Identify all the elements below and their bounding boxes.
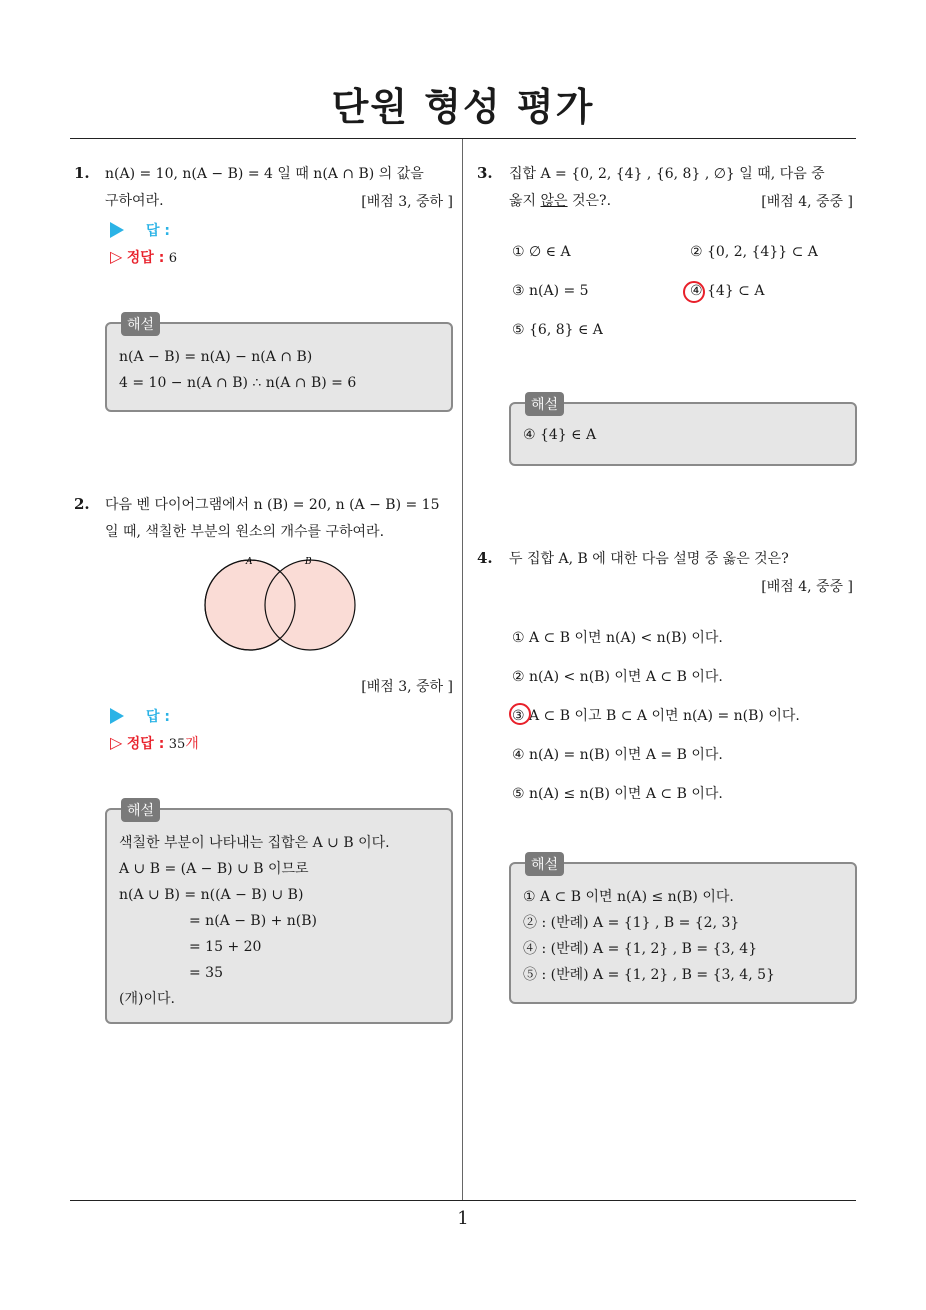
question-2-points: [배점 3, 중하 ] bbox=[361, 679, 453, 695]
venn-circle-b bbox=[265, 560, 355, 650]
question-4-option-4: ④ n(A) = n(B) 이면 A = B 이다. bbox=[512, 747, 723, 763]
play-arrow-icon bbox=[110, 708, 124, 724]
question-4-option-3: ③ A ⊂ B 이고 B ⊂ A 이면 n(A) = n(B) 이다. bbox=[512, 708, 800, 724]
explanation-line: 색칠한 부분이 나타내는 집합은 A ∪ B 이다. bbox=[119, 835, 390, 851]
explanation-line: = 35 bbox=[189, 965, 223, 981]
question-1-points: [배점 3, 중하 ] bbox=[361, 194, 453, 210]
question-1-text-line1: n(A) = 10, n(A − B) = 4 일 때 n(A ∩ B) 의 값을 bbox=[105, 166, 424, 182]
page-title: 단원 형성 평가 bbox=[331, 85, 595, 129]
explanation-tag: 해설 bbox=[525, 852, 564, 876]
question-2-number: 2. bbox=[74, 495, 90, 513]
explanation-line: ① A ⊂ B 이면 n(A) ≤ n(B) 이다. bbox=[523, 889, 734, 905]
question-3-option-2: ② {0, 2, {4}} ⊂ A bbox=[690, 244, 818, 260]
explanation-line: n(A − B) = n(A) − n(A ∩ B) bbox=[119, 349, 313, 365]
question-3-text-line1: 집합 A = {0, 2, {4} , {6, 8} , ∅} 일 때, 다음 중 bbox=[509, 166, 825, 182]
question-3-text-line2: 옳지 않은 것은?. bbox=[509, 193, 612, 209]
question-3-option-3: ③ n(A) = 5 bbox=[512, 283, 589, 299]
question-1-correct-answer: ▷ 정답 : 6 bbox=[110, 247, 178, 266]
explanation-tag: 해설 bbox=[121, 798, 160, 822]
question-3-option-4: ④ {4} ⊂ A bbox=[690, 283, 765, 299]
question-4-option-5: ⑤ n(A) ≤ n(B) 이면 A ⊂ B 이다. bbox=[512, 786, 723, 802]
question-1-number: 1. bbox=[74, 164, 90, 182]
question-1-explanation-box bbox=[105, 317, 453, 412]
explanation-line: (개)이다. bbox=[119, 991, 175, 1007]
explanation-line: ② : (반례) A = {1} , B = {2, 3} bbox=[523, 915, 740, 931]
explanation-line: ⑤ : (반례) A = {1, 2} , B = {3, 4, 5} bbox=[523, 967, 775, 983]
explanation-tag: 해설 bbox=[525, 392, 564, 416]
question-1-answer: 답 : bbox=[110, 220, 170, 240]
explanation-line: = n(A − B) + n(B) bbox=[189, 913, 318, 929]
explanation-line: A ∪ B = (A − B) ∪ B 이므로 bbox=[119, 861, 309, 877]
footer-rule bbox=[70, 1200, 856, 1201]
question-4-option-1: ① A ⊂ B 이면 n(A) < n(B) 이다. bbox=[512, 630, 723, 646]
question-4-points: [배점 4, 중중 ] bbox=[761, 579, 853, 595]
header-rule bbox=[70, 138, 856, 139]
question-1-text-line2: 구하여라. bbox=[105, 193, 164, 209]
question-4-option-2: ② n(A) < n(B) 이면 A ⊂ B 이다. bbox=[512, 669, 723, 685]
question-3-option-1: ① ∅ ∈ A bbox=[512, 244, 571, 260]
question-4-explanation-box bbox=[509, 857, 857, 1004]
question-4-text-line1: 두 집합 A, B 에 대한 다음 설명 중 옳은 것은? bbox=[509, 551, 789, 567]
question-3-option-5: ⑤ {6, 8} ∈ A bbox=[512, 322, 603, 338]
question-3-number: 3. bbox=[477, 164, 493, 182]
question-2-answer: 답 : bbox=[110, 706, 170, 726]
explanation-line: n(A ∪ B) = n((A − B) ∪ B) bbox=[119, 887, 304, 903]
question-2-text-line2: 일 때, 색칠한 부분의 원소의 개수를 구하여라. bbox=[105, 524, 385, 540]
question-2-explanation-box bbox=[105, 803, 453, 1024]
outline-arrow-icon: ▷ bbox=[110, 247, 123, 266]
venn-label-a: A bbox=[246, 557, 253, 567]
question-2-correct-answer: ▷ 정답 : 35개 bbox=[110, 733, 199, 752]
venn-label-b: B bbox=[305, 557, 312, 567]
explanation-line: 4 = 10 − n(A ∩ B) ∴ n(A ∩ B) = 6 bbox=[119, 375, 357, 391]
column-divider bbox=[462, 139, 463, 1201]
answer-circle-mark bbox=[683, 281, 705, 303]
question-3-points: [배점 4, 중중 ] bbox=[761, 194, 853, 210]
explanation-line: ④ : (반례) A = {1, 2} , B = {3, 4} bbox=[523, 941, 758, 957]
question-4-number: 4. bbox=[477, 549, 493, 567]
venn-diagram bbox=[195, 550, 365, 655]
explanation-tag: 해설 bbox=[121, 312, 160, 336]
explanation-line: ④ {4} ∈ A bbox=[523, 427, 597, 443]
question-2-text-line1: 다음 벤 다이어그램에서 n (B) = 20, n (A − B) = 15 bbox=[105, 497, 440, 513]
answer-circle-mark bbox=[509, 703, 531, 725]
explanation-line: = 15 + 20 bbox=[189, 939, 262, 955]
page-number: 1 bbox=[457, 1208, 469, 1229]
question-3-explanation-box bbox=[509, 397, 857, 466]
play-arrow-icon bbox=[110, 222, 124, 238]
outline-arrow-icon: ▷ bbox=[110, 733, 123, 752]
